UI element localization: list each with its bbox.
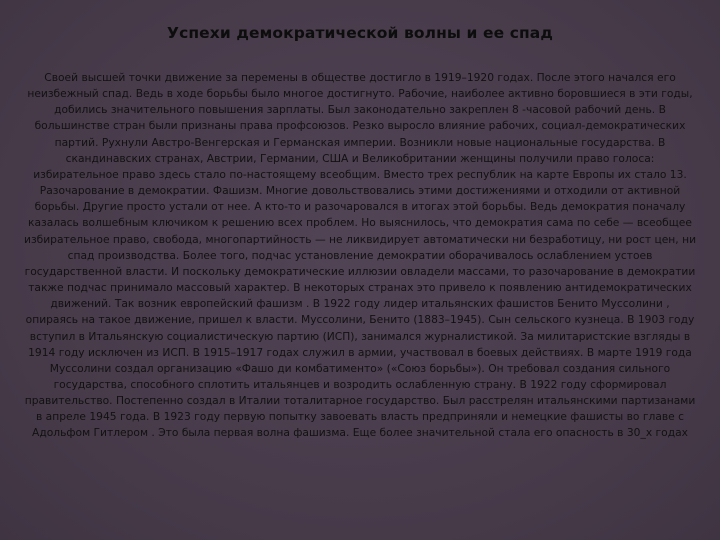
- slide-body-text: Своей высшей точки движение за перемены в обществе достигло в 1919–1920 годах. После этого начался его неизбежный спад. Ведь в ходе борьбы было многое достигнуто. Рабочие, наиболее активно боровшиеся в эти годы, добились значительного повышения зарплаты. Был законодательно закреплен 8 -часовой рабочий день. В большинстве стран были признаны права профсоюзов. Резко выросло влияние рабочих, социал-демократических партий. Рухнули Австро-Венгерская и Германская империи. Возникли новые национальные государства. В скандинавских странах, Австрии, Германии, США и Великобритании женщины получили право голоса: избирательное право здесь стало по-настоящему всеобщим. Вместо трех республик на карте Европы их стало 13. Разочарование в демократии. Фашизм. Многие довольствовались этими достижениями и отходили от активной борьбы. Другие просто устали от нее. А кто-то и разочаровался в итогах этой борьбы. Ведь демократия поначалу казалась волшебным ключиком к решению всех проблем. Но выяснилось, что демократия сама по себе — всеобщее избирательное право, свобода, многопартийность — не ликвидирует автоматически ни безработицу, ни рост цен, ни спад производства. Более того, подчас установление демократии оборачивалось ослаблением устоев государственной власти. И поскольку демократические иллюзии овладели массами, то разочарование в демократии также подчас принимало массовый характер. В некоторых странах это привело к появлению антидемократических движений. Так возник европейский фашизм . В 1922 году лидер итальянских фашистов Бенито Муссолини , опираясь на такое движение, пришел к власти. Муссолини, Бенито (1883–1945). Сын сельского кузнеца. В 1903 году вступил в Итальянскую социалистическую партию (ИСП), занимался журналистикой. За милитаристские взгляды в 1914 году исключен из ИСП. В 1915–1917 годах служил в армии, участвовал в боевых действиях. В марте 1919 года Муссолини создал организацию «Фашо ди комбатименто» («Союз борьбы»). Он требовал создания сильного государства, способного сплотить итальянцев и возродить ослабленную страну. В 1922 году сформировал правительство. Постепенно создал в Италии тоталитарное государство. Был расстрелян итальянскими партизанами в апреле 1945 года. В 1923 году первую попытку завоевать власть предприняли и немецкие фашисты во главе с Адольфом Гитлером . Это была первая волна фашизма. Еще более значительной стала его опасность в 30_х годах: [24, 71, 697, 440]
- slide-title: Успехи демократической волны и ее спад: [167, 24, 553, 42]
